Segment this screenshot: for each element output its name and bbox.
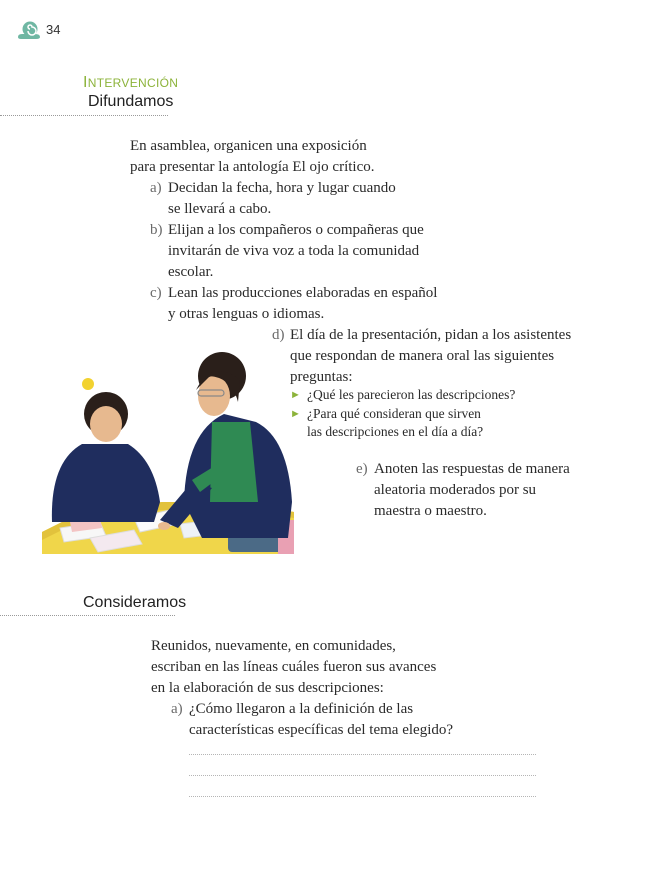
consideramos-a-line-1: ¿Cómo llegaron a la definición de las bbox=[189, 701, 414, 717]
question-2-line-1: ¿Para qué consideran que sirven bbox=[307, 406, 481, 421]
consideramos-line-1: Reunidos, nuevamente, en comunidades, bbox=[151, 638, 396, 654]
intro-line-2: para presentar la antología El ojo crítico. bbox=[130, 159, 375, 175]
consideramos-line-3: en la elaboración de sus descripciones: bbox=[151, 680, 384, 696]
title-underline bbox=[0, 115, 168, 116]
consideramos-a-line-2: características específicas del tema elegido? bbox=[189, 722, 454, 738]
item-e-label: e) bbox=[356, 461, 368, 477]
snail-logo-icon bbox=[17, 20, 41, 40]
section-title-consideramos: Consideramos bbox=[83, 594, 187, 611]
section-title-difundamos: Difundamos bbox=[88, 93, 174, 110]
consideramos-underline bbox=[0, 615, 175, 616]
item-d-line-2: que respondan de manera oral las siguientes bbox=[290, 348, 555, 364]
answer-line[interactable] bbox=[189, 754, 536, 755]
item-e-line-1: Anoten las respuestas de manera bbox=[374, 461, 570, 477]
item-d-label: d) bbox=[272, 327, 285, 343]
kicker-rest: NTERVENCIÓN bbox=[87, 76, 179, 90]
item-a-line-2: se llevará a cabo. bbox=[168, 201, 272, 217]
section-kicker bbox=[83, 74, 178, 92]
consideramos-a-label: a) bbox=[171, 701, 183, 717]
kicker-initial: I bbox=[83, 74, 88, 91]
item-e-line-2: aleatoria moderados por su bbox=[374, 482, 537, 498]
item-c-line-1: Lean las producciones elaboradas en español bbox=[168, 285, 438, 301]
item-b-line-1: Elijan a los compañeros o compañeras que bbox=[168, 222, 424, 238]
triangle-bullet-icon: ► bbox=[290, 389, 301, 401]
item-d-line-3: preguntas: bbox=[290, 369, 353, 385]
item-a-label: a) bbox=[150, 180, 162, 196]
item-b-line-3: escolar. bbox=[168, 264, 214, 280]
item-b-line-2: invitarán de viva voz a toda la comunidad bbox=[168, 243, 420, 259]
intro-line-1: En asamblea, organicen una exposición bbox=[130, 138, 367, 154]
answer-line[interactable] bbox=[189, 775, 536, 776]
question-2-line-2: las descripciones en el día a día? bbox=[307, 424, 484, 439]
answer-line[interactable] bbox=[189, 796, 536, 797]
item-e-line-3: maestra o maestro. bbox=[374, 503, 487, 519]
item-d-line-1: El día de la presentación, pidan a los asistentes bbox=[290, 327, 572, 343]
item-a-line-1: Decidan la fecha, hora y lugar cuando bbox=[168, 180, 396, 196]
item-c-label: c) bbox=[150, 285, 162, 301]
item-c-line-2: y otras lenguas o idiomas. bbox=[168, 306, 325, 322]
students-photo bbox=[42, 352, 294, 554]
question-1: ¿Qué les parecieron las descripciones? bbox=[307, 387, 516, 402]
triangle-bullet-icon: ► bbox=[290, 408, 301, 420]
consideramos-line-2: escriban en las líneas cuáles fueron sus avances bbox=[151, 659, 437, 675]
page-number: 34 bbox=[46, 22, 61, 37]
item-b-label: b) bbox=[150, 222, 163, 238]
